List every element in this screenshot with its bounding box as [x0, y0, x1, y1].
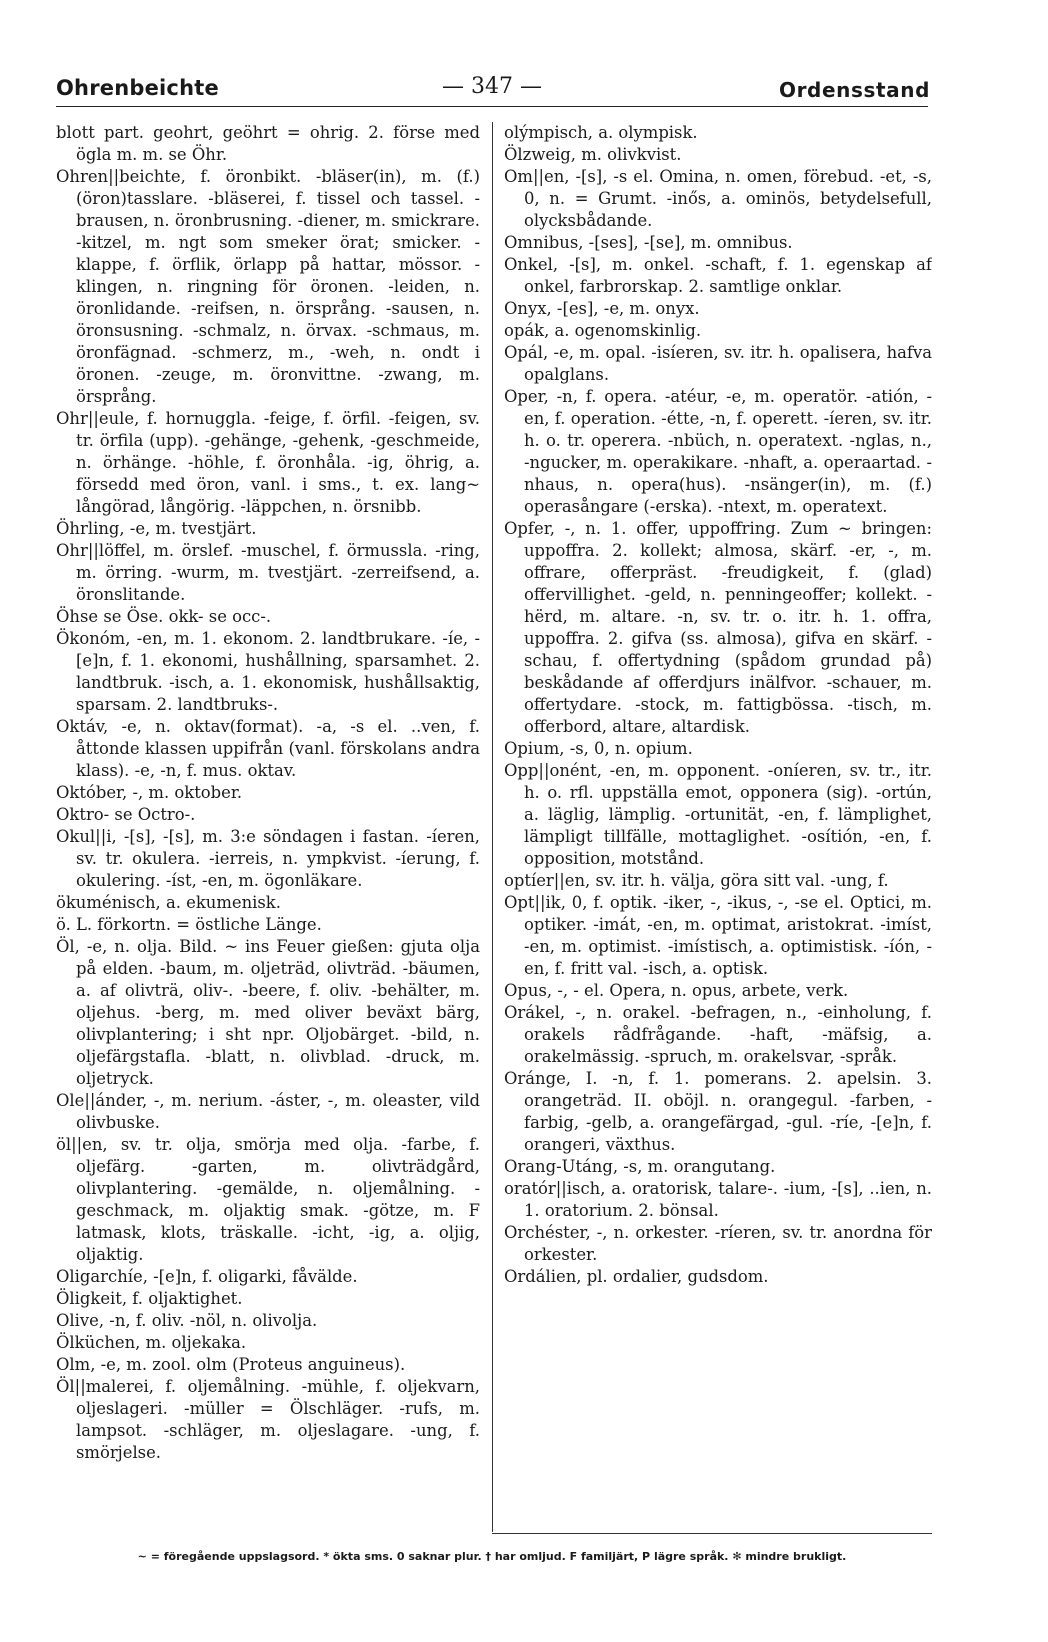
- dictionary-entry: Opál, -e, m. opal. -isíeren, sv. itr. h. opalisera, hafva opalglans.: [504, 343, 932, 384]
- dictionary-entry: Opp||onént, -en, m. opponent. -oníeren, sv. tr., itr. h. o. rfl. uppställa emot, opponera (sig). -ortún, a. läglig, lämplig. -ortunität, -en, f. lämplighet, lämpligt tillfälle, mottaglighet. -osítión, -en, f. opposition, motstånd.: [504, 761, 932, 868]
- header-last-word: Ordensstand: [778, 78, 930, 102]
- dictionary-entry: Opfer, -, n. 1. offer, uppoffring. Zum ~ bringen: uppoffra. 2. kollekt; almosa, skärf. -er, -, m. offrare, offerpräst. -freudigkeit, f. (glad) offervillighet. -geld, n. penningeoffer; kollekt. -hërd, m. altare. -n, sv. tr. o. itr. h. 1. offra, uppoffra. 2. gifva (ss. almosa), gifva en skärf. -schau, f. offertydning (spådom grundad på) beskådande af offerdjurs inälfvor. -schauer, m. offertydare. -stock, m. fattigbössa. -tisch, m. offerbord, altare, altardisk.: [504, 519, 932, 736]
- dictionary-entry: Öl||malerei, f. oljemålning. -mühle, f. oljekvarn, oljeslageri. -müller = Ölschläger. -rufs, m. lampsot. -schläger, m. oljeslagare. -ung, f. smörjelse.: [56, 1377, 480, 1462]
- dictionary-entry: Ölzweig, m. olivkvist.: [504, 145, 682, 164]
- dictionary-entry: Ohr||löffel, m. örslef. -muschel, f. örmussla. -ring, m. örring. -wurm, m. tvestjärt. -zerreifsend, a. öronslitande.: [56, 541, 480, 604]
- dictionary-entry: olýmpisch, a. olympisk.: [504, 123, 698, 142]
- dictionary-entry: Oktáv, -e, n. oktav(format). -a, -s el. ..ven, f. åttonde klassen uppifrån (vanl. förskolans andra klass). -e, -n, f. mus. oktav.: [56, 717, 480, 780]
- dictionary-entry: Ökonóm, -en, m. 1. ekonom. 2. landtbrukare. -íe, -[e]n, f. 1. ekonomi, hushållning, sparsamhet. 2. landtbruk. -isch, a. 1. ekonomisk, hushållsaktig, sparsam. 2. landtbruks-.: [56, 629, 480, 714]
- dictionary-entry: Omnibus, -[ses], -[se], m. omnibus.: [504, 233, 793, 252]
- dictionary-entry: Oligarchíe, -[e]n, f. oligarki, fåvälde.: [56, 1267, 358, 1286]
- dictionary-entry: Ohr||eule, f. hornuggla. -feige, f. örfil. -feigen, sv. tr. örfila (upp). -gehänge, -gehenk, -geschmeide, n. örhänge. -höhle, f. öronhåla. -ig, öhrig, a. försedd med öron, vanl. i sms., t. ex. lang~ långörad, långörig. -läppchen, n. örsnibb.: [56, 409, 480, 516]
- dictionary-entry: optíer||en, sv. itr. h. välja, göra sitt val. -ung, f.: [504, 871, 889, 890]
- dictionary-entry: Ordálien, pl. ordalier, gudsdom.: [504, 1267, 769, 1286]
- dictionary-entry: Onkel, -[s], m. onkel. -schaft, f. 1. egenskap af onkel, farbrorskap. 2. samtlige onklar.: [504, 255, 932, 296]
- dictionary-entry: Október, -, m. oktober.: [56, 783, 243, 802]
- dictionary-entry: Ohren||beichte, f. öronbikt. -bläser(in), m. (f.) (öron)tasslare. -bläserei, f. tissel och tassel. -brausen, n. öronbrusning. -diener, m. smickrare. -kitzel, m. ngt som smeker örat; smicker. -klappe, f. örflik, örlapp på hattar, mössor. -klingen, n. ringning för öronen. -leiden, n. öronlidande. -reifsen, n. örsprång. -sausen, n. öronsusning. -schmalz, n. örvax. -schmaus, m. öronfägnad. -schmerz, m., -weh, n. ondt i öronen. -zeuge, m. öronvittne. -zwang, m. örsprång.: [56, 167, 480, 406]
- header-first-word: Ohrenbeichte: [56, 76, 219, 100]
- entry-columns: [56, 122, 932, 1534]
- abbreviation-legend: ~ = föregående uppslagsord. * ökta sms. 0 saknar plur. † har omljud. F familjärt, P lägre språk. ✻ mindre brukligt.: [137, 1550, 847, 1563]
- dictionary-entry: Öhrling, -e, m. tvestjärt.: [56, 519, 257, 538]
- dictionary-entry: Öl, -e, n. olja. Bild. ~ ins Feuer gießen: gjuta olja på elden. -baum, m. oljeträd, olivträd. -bäumen, a. af olivträ, oliv-. -beere, f. oliv. -behälter, m. oljehus. -berg, m. med oliver beväxt bärg, olivplantering; i sht npr. Oljobärget. -bild, n. oljefärgstafla. -blatt, n. olivblad. -druck, m. oljetryck.: [56, 937, 480, 1088]
- dictionary-entry: Opt||ik, 0, f. optik. -iker, -, -ikus, -, -se el. Optici, m. optiker. -imát, -en, m. optimat, aristokrat. -imíst, -en, m. optimist. -imístisch, a. optimistisk. -íón, -en, f. fritt val. -isch, a. optisk.: [504, 893, 932, 978]
- dictionary-entry: Om||en, -[s], -s el. Omina, n. omen, förebud. -et, -s, 0, n. = Grumt. -inős, a. ominös, betydelsefull, olycksbådande.: [504, 167, 932, 230]
- dictionary-entry: Olm, -e, m. zool. olm (Proteus anguineus).: [56, 1355, 406, 1374]
- page-number: — 347 —: [442, 74, 542, 99]
- dictionary-entry: Opium, -s, 0, n. opium.: [504, 739, 693, 758]
- dictionary-entry: Ole||ánder, -, m. nerium. -áster, -, m. oleaster, vild olivbuske.: [56, 1091, 480, 1132]
- dictionary-entry: Öligkeit, f. oljaktighet.: [56, 1289, 243, 1308]
- dictionary-entry: Ölküchen, m. oljekaka.: [56, 1333, 247, 1352]
- dictionary-entry: Opus, -, - el. Opera, n. opus, arbete, verk.: [504, 981, 849, 1000]
- dictionary-entry: Oránge, I. -n, f. 1. pomerans. 2. apelsin. 3. orangeträd. II. oböjl. n. orangegul. -farben, -farbig, -gelb, a. orangefärgad, -gul. -ríe, -[e]n, f. orangeri, växthus.: [504, 1069, 932, 1154]
- page-header: [56, 72, 928, 107]
- dictionary-entry: Orákel, -, n. orakel. -befragen, n., -einholung, f. orakels rådfrågande. -haft, -mäfsig, a. orakelmässig. -spruch, m. orakelsvar, -språk.: [504, 1003, 932, 1066]
- dictionary-entry: Onyx, -[es], -e, m. onyx.: [504, 299, 700, 318]
- dictionary-entry: Oktro- se Octro-.: [56, 805, 196, 824]
- dictionary-entry: öl||en, sv. tr. olja, smörja med olja. -farbe, f. oljefärg. -garten, m. olivträdgård, olivplantering. -gemälde, n. oljemålning. -geschmack, m. oljaktig smak. -götze, m. F latmask, klots, träskalle. -icht, -ig, a. oljig, oljaktig.: [56, 1135, 480, 1264]
- dictionary-entry: Orchéster, -, n. orkester. -ríeren, sv. tr. anordna för orkester.: [504, 1223, 932, 1264]
- dictionary-entry: ö. L. förkortn. = östliche Länge.: [56, 915, 322, 934]
- dictionary-entry: oratór||isch, a. oratorisk, talare-. -ium, -[s], ..ien, n. 1. oratorium. 2. bönsal.: [504, 1179, 932, 1220]
- left-column: [56, 122, 480, 1534]
- dictionary-page: [56, 72, 932, 1592]
- right-column: [504, 122, 932, 1534]
- dictionary-entry: Okul||i, -[s], -[s], m. 3:e söndagen i fastan. -íeren, sv. tr. okulera. -ierreis, n. ympkvist. -íerung, f. okulering. -íst, -en, m. ögonläkare.: [56, 827, 480, 890]
- dictionary-entry: Öhse se Öse. okk- se occ-.: [56, 607, 272, 626]
- dictionary-entry: Orang-Utáng, -s, m. orangutang.: [504, 1157, 776, 1176]
- dictionary-entry: ökuménisch, a. ekumenisk.: [56, 893, 281, 912]
- dictionary-entry: blott part. geohrt, geöhrt = ohrig. 2. förse med ögla m. m. se Öhr.: [56, 123, 480, 164]
- dictionary-entry: Oper, -n, f. opera. -atéur, -e, m. operatör. -atión, -en, f. operation. -étte, -n, f. operett. -íeren, sv. itr. h. o. tr. operera. -nbüch, n. operatext. -nglas, n., -ngucker, m. operakikare. -nhaft, a. operaartad. -nhaus, n. opera(hus). -nsänger(in), m. (f.) operasångare (-erska). -ntext, m. operatext.: [504, 387, 932, 516]
- dictionary-entry: opák, a. ogenomskinlig.: [504, 321, 702, 340]
- column-bottom-rule: [492, 1533, 932, 1534]
- column-divider: [492, 122, 493, 1532]
- dictionary-entry: Olive, -n, f. oliv. -nöl, n. olivolja.: [56, 1311, 318, 1330]
